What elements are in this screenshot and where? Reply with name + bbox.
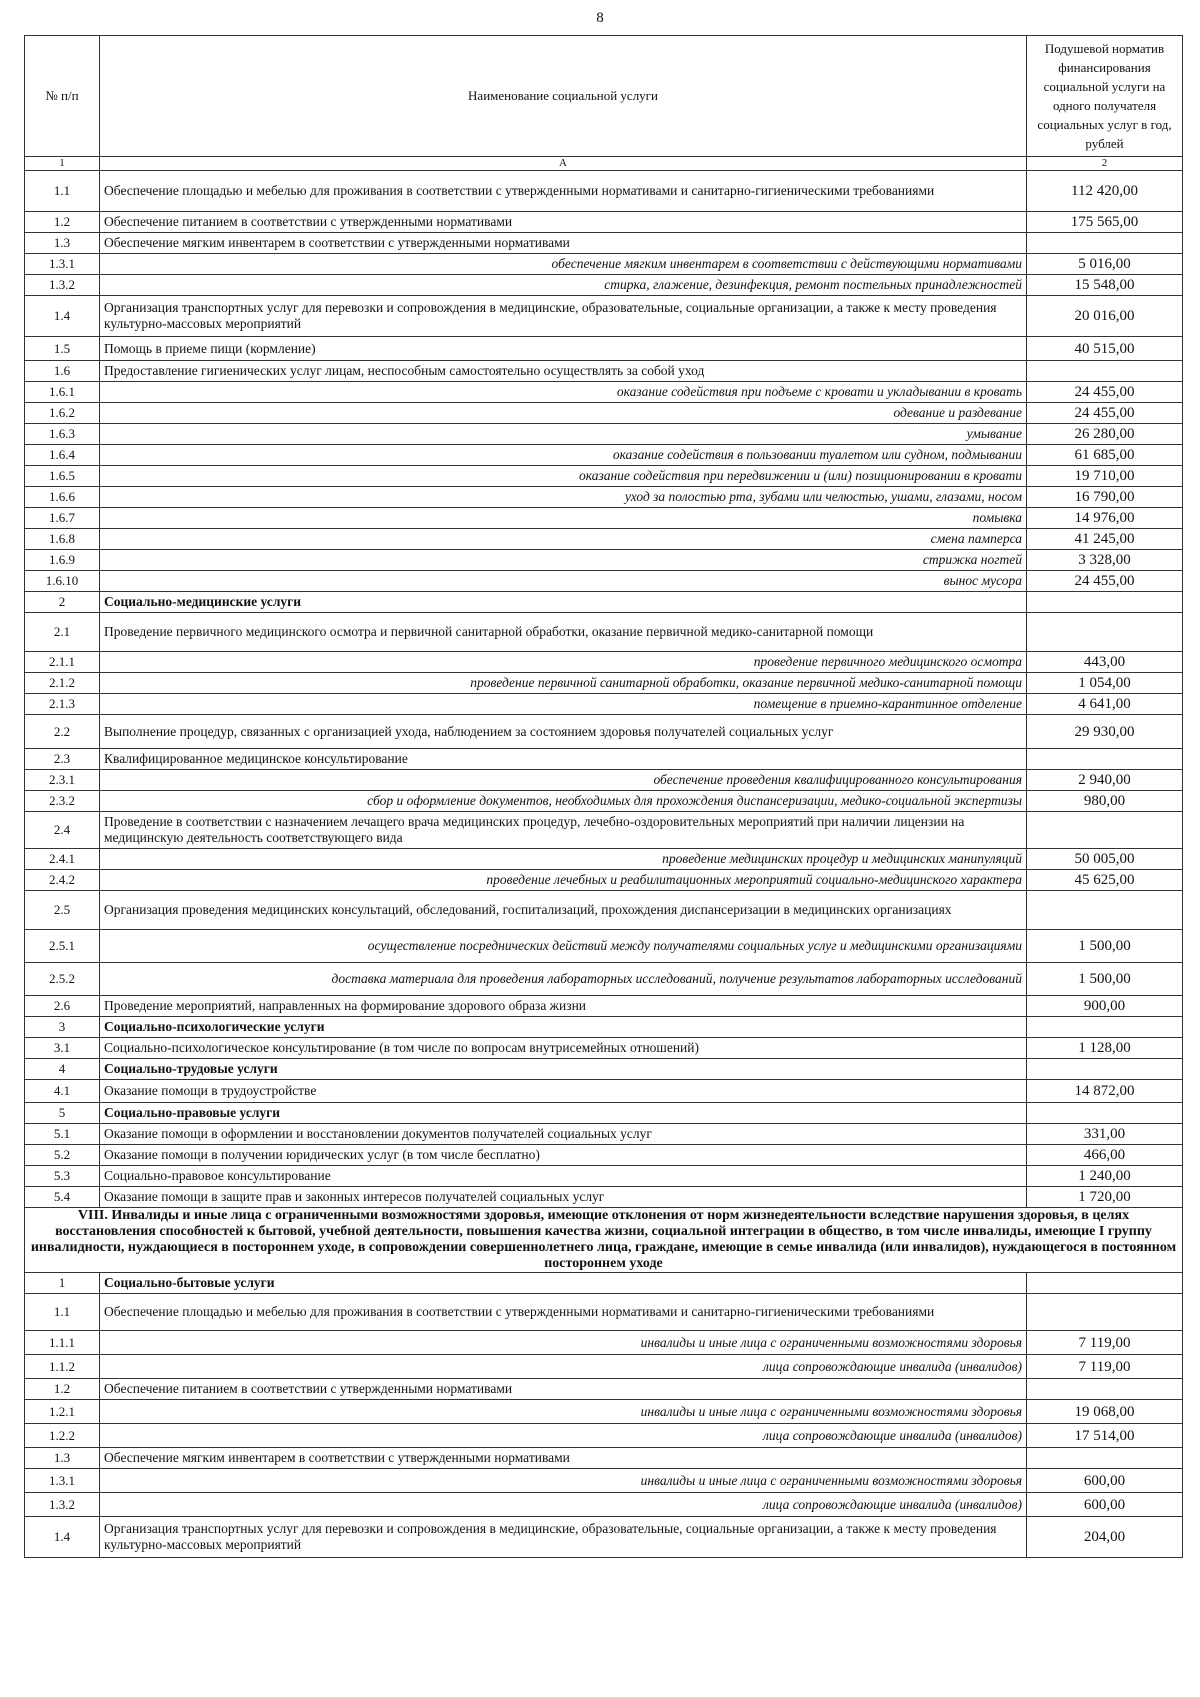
row-value — [1027, 592, 1183, 613]
row-service-name: проведение медицинских процедур и медицинских манипуляций — [100, 849, 1027, 870]
section-title: VIII. Инвалиды и иные лица с ограниченными возможностями здоровья, имеющие отклонения от норм жизнедеятельности вследствие нарушения здоровья, в целях восстановления способностей к бытовой, учебной деятельности, повышения качества жизни, социальной интеграции в общество, в том числе инвалиды, имеющие I группу инвалидности, нуждающиеся в постороннем уходе, в сопровождении совершеннолетнего лица, граждане, имеющие в семье инвалида (или инвалидов), нуждающегося в постоянном постороннем уходе — [25, 1208, 1183, 1273]
table-row — [25, 1187, 1183, 1208]
row-value: 112 420,00 — [1027, 171, 1183, 212]
row-number: 2.1 — [25, 613, 100, 652]
row-number: 5.2 — [25, 1145, 100, 1166]
table-row — [25, 275, 1183, 296]
row-service-name: Обеспечение мягким инвентарем в соответствии с утвержденными нормативами — [100, 1448, 1027, 1469]
row-number: 1.3.2 — [25, 1493, 100, 1517]
row-service-name: лица сопровождающие инвалида (инвалидов) — [100, 1493, 1027, 1517]
row-service-name: Обеспечение питанием в соответствии с утвержденными нормативами — [100, 212, 1027, 233]
row-service-name: уход за полостью рта, зубами или челюстью, ушами, глазами, носом — [100, 487, 1027, 508]
row-value: 41 245,00 — [1027, 529, 1183, 550]
table-row — [25, 870, 1183, 891]
row-number: 2.5 — [25, 891, 100, 930]
row-service-name: Оказание помощи в получении юридических услуг (в том числе бесплатно) — [100, 1145, 1027, 1166]
row-number: 1.6.7 — [25, 508, 100, 529]
row-number: 1.6.10 — [25, 571, 100, 592]
row-service-name: оказание содействия в пользовании туалетом или судном, подмывании — [100, 445, 1027, 466]
row-value: 14 976,00 — [1027, 508, 1183, 529]
table-row — [25, 1400, 1183, 1424]
row-value: 15 548,00 — [1027, 275, 1183, 296]
table-row — [25, 1145, 1183, 1166]
index-1: 1 — [25, 157, 100, 171]
table-row — [25, 1493, 1183, 1517]
row-value — [1027, 812, 1183, 849]
row-service-name: Социально-правовые услуги — [100, 1103, 1027, 1124]
row-service-name: Предоставление гигиенических услуг лицам, неспособным самостоятельно осуществлять за собой уход — [100, 361, 1027, 382]
table-row — [25, 1080, 1183, 1103]
row-service-name: Квалифицированное медицинское консультирование — [100, 749, 1027, 770]
row-number: 1.3 — [25, 1448, 100, 1469]
row-value: 14 872,00 — [1027, 1080, 1183, 1103]
row-service-name: проведение первичной санитарной обработки, оказание первичной медико-санитарной помощи — [100, 673, 1027, 694]
table-row — [25, 1517, 1183, 1558]
row-service-name: одевание и раздевание — [100, 403, 1027, 424]
row-service-name: Проведение в соответствии с назначением лечащего врача медицинских процедур, лечебно-оздоровительных мероприятий при наличии лицензии на медицинскую деятельность соответствующего вида — [100, 812, 1027, 849]
index-2: 2 — [1027, 157, 1183, 171]
row-service-name: смена памперса — [100, 529, 1027, 550]
row-number: 2.6 — [25, 996, 100, 1017]
row-value — [1027, 613, 1183, 652]
row-service-name: лица сопровождающие инвалида (инвалидов) — [100, 1355, 1027, 1379]
table-row — [25, 529, 1183, 550]
row-value: 16 790,00 — [1027, 487, 1183, 508]
table-row — [25, 382, 1183, 403]
row-number: 1.3.1 — [25, 1469, 100, 1493]
row-service-name: Обеспечение мягким инвентарем в соответствии с утвержденными нормативами — [100, 233, 1027, 254]
row-value: 40 515,00 — [1027, 337, 1183, 361]
table-row — [25, 1469, 1183, 1493]
row-value — [1027, 891, 1183, 930]
row-number: 1.2 — [25, 1379, 100, 1400]
row-number: 1.3 — [25, 233, 100, 254]
row-value: 204,00 — [1027, 1517, 1183, 1558]
row-service-name: Организация транспортных услуг для перевозки и сопровождения в медицинские, образовательные, социальные организации, а также к месту проведения культурно-массовых мероприятий — [100, 1517, 1027, 1558]
table-row — [25, 1273, 1183, 1294]
table-row — [25, 550, 1183, 571]
row-service-name: Помощь в приеме пищи (кормление) — [100, 337, 1027, 361]
row-value: 980,00 — [1027, 791, 1183, 812]
row-number: 5.3 — [25, 1166, 100, 1187]
row-value: 1 054,00 — [1027, 673, 1183, 694]
row-value: 50 005,00 — [1027, 849, 1183, 870]
row-number: 4.1 — [25, 1080, 100, 1103]
row-number: 2.5.1 — [25, 930, 100, 963]
table-row — [25, 1424, 1183, 1448]
row-number: 5 — [25, 1103, 100, 1124]
row-number: 2.1.3 — [25, 694, 100, 715]
table-row — [25, 466, 1183, 487]
table-row — [25, 791, 1183, 812]
row-value: 26 280,00 — [1027, 424, 1183, 445]
row-value: 24 455,00 — [1027, 403, 1183, 424]
row-number: 1.2 — [25, 212, 100, 233]
row-number: 1.6.8 — [25, 529, 100, 550]
row-value: 1 500,00 — [1027, 963, 1183, 996]
row-value: 24 455,00 — [1027, 382, 1183, 403]
row-number: 2 — [25, 592, 100, 613]
row-number: 2.1.2 — [25, 673, 100, 694]
row-number: 1.6.9 — [25, 550, 100, 571]
row-service-name: Социально-психологические услуги — [100, 1017, 1027, 1038]
row-number: 1.6 — [25, 361, 100, 382]
table-row — [25, 715, 1183, 749]
row-number: 2.5.2 — [25, 963, 100, 996]
row-service-name: Оказание помощи в трудоустройстве — [100, 1080, 1027, 1103]
row-number: 1.3.2 — [25, 275, 100, 296]
row-service-name: проведение лечебных и реабилитационных мероприятий социально-медицинского характера — [100, 870, 1027, 891]
row-value: 1 500,00 — [1027, 930, 1183, 963]
table-row — [25, 891, 1183, 930]
row-value: 3 328,00 — [1027, 550, 1183, 571]
row-value — [1027, 361, 1183, 382]
row-service-name: инвалиды и иные лица с ограниченными возможностями здоровья — [100, 1400, 1027, 1424]
section-row — [25, 1208, 1183, 1273]
row-number: 1.6.1 — [25, 382, 100, 403]
table-row — [25, 212, 1183, 233]
page-number: 8 — [596, 10, 604, 26]
table-row — [25, 571, 1183, 592]
table-row — [25, 337, 1183, 361]
table-row — [25, 445, 1183, 466]
row-number: 1.2.2 — [25, 1424, 100, 1448]
table-row — [25, 254, 1183, 275]
row-service-name: умывание — [100, 424, 1027, 445]
row-value: 600,00 — [1027, 1493, 1183, 1517]
row-number: 2.2 — [25, 715, 100, 749]
row-value: 61 685,00 — [1027, 445, 1183, 466]
table-row — [25, 424, 1183, 445]
row-value: 600,00 — [1027, 1469, 1183, 1493]
table-row — [25, 673, 1183, 694]
row-value — [1027, 1448, 1183, 1469]
table-row — [25, 1059, 1183, 1080]
row-service-name: инвалиды и иные лица с ограниченными возможностями здоровья — [100, 1469, 1027, 1493]
row-service-name: Проведение первичного медицинского осмотра и первичной санитарной обработки, оказание первичной медико-санитарной помощи — [100, 613, 1027, 652]
table-row — [25, 963, 1183, 996]
table-row — [25, 1379, 1183, 1400]
row-number: 5.1 — [25, 1124, 100, 1145]
row-value: 19 710,00 — [1027, 466, 1183, 487]
row-service-name: стрижка ногтей — [100, 550, 1027, 571]
row-number: 1 — [25, 1273, 100, 1294]
table-row — [25, 508, 1183, 529]
row-number: 1.1 — [25, 171, 100, 212]
row-value: 7 119,00 — [1027, 1331, 1183, 1355]
row-service-name: обеспечение мягким инвентарем в соответствии с действующими нормативами — [100, 254, 1027, 275]
row-number: 1.1.2 — [25, 1355, 100, 1379]
table-row — [25, 1103, 1183, 1124]
table-row — [25, 233, 1183, 254]
services-table — [24, 35, 1183, 1558]
table-row — [25, 1448, 1183, 1469]
row-value: 5 016,00 — [1027, 254, 1183, 275]
row-value: 443,00 — [1027, 652, 1183, 673]
row-value: 17 514,00 — [1027, 1424, 1183, 1448]
table-row — [25, 849, 1183, 870]
table-row — [25, 171, 1183, 212]
row-value: 175 565,00 — [1027, 212, 1183, 233]
table-row — [25, 1017, 1183, 1038]
row-value: 1 240,00 — [1027, 1166, 1183, 1187]
row-value: 45 625,00 — [1027, 870, 1183, 891]
row-number: 2.3.2 — [25, 791, 100, 812]
row-service-name: сбор и оформление документов, необходимых для прохождения диспансеризации, медико-социальной экспертизы — [100, 791, 1027, 812]
table-row — [25, 770, 1183, 791]
row-service-name: помывка — [100, 508, 1027, 529]
row-value — [1027, 1379, 1183, 1400]
table-row — [25, 1038, 1183, 1059]
row-number: 1.5 — [25, 337, 100, 361]
row-number: 1.6.3 — [25, 424, 100, 445]
row-value: 2 940,00 — [1027, 770, 1183, 791]
row-service-name: Выполнение процедур, связанных с организацией ухода, наблюдением за состоянием здоровья получателей социальных услуг — [100, 715, 1027, 749]
row-value: 1 720,00 — [1027, 1187, 1183, 1208]
row-number: 1.6.4 — [25, 445, 100, 466]
row-number: 2.4.1 — [25, 849, 100, 870]
row-value: 4 641,00 — [1027, 694, 1183, 715]
row-value: 19 068,00 — [1027, 1400, 1183, 1424]
row-value: 24 455,00 — [1027, 571, 1183, 592]
row-service-name: Социально-медицинские услуги — [100, 592, 1027, 613]
row-service-name: Социально-правовое консультирование — [100, 1166, 1027, 1187]
row-value: 20 016,00 — [1027, 296, 1183, 337]
table-row — [25, 1124, 1183, 1145]
table-row — [25, 930, 1183, 963]
row-value — [1027, 1273, 1183, 1294]
row-number: 3 — [25, 1017, 100, 1038]
table-row — [25, 1355, 1183, 1379]
row-service-name: Обеспечение площадью и мебелью для проживания в соответствии с утвержденными нормативами и санитарно-гигиеническими требованиями — [100, 171, 1027, 212]
row-number: 2.4 — [25, 812, 100, 849]
row-service-name: оказание содействия при подъеме с кровати и укладывании в кровать — [100, 382, 1027, 403]
row-service-name: обеспечение проведения квалифицированного консультирования — [100, 770, 1027, 791]
table-row — [25, 812, 1183, 849]
row-number: 1.6.2 — [25, 403, 100, 424]
row-number: 2.1.1 — [25, 652, 100, 673]
table-row — [25, 1166, 1183, 1187]
table-row — [25, 652, 1183, 673]
row-number: 1.3.1 — [25, 254, 100, 275]
row-service-name: лица сопровождающие инвалида (инвалидов) — [100, 1424, 1027, 1448]
table-row — [25, 613, 1183, 652]
row-service-name: инвалиды и иные лица с ограниченными возможностями здоровья — [100, 1331, 1027, 1355]
row-value — [1027, 1294, 1183, 1331]
row-value — [1027, 749, 1183, 770]
row-service-name: Обеспечение площадью и мебелью для проживания в соответствии с утвержденными нормативами и санитарно-гигиеническими требованиями — [100, 1294, 1027, 1331]
row-service-name: проведение первичного медицинского осмотра — [100, 652, 1027, 673]
row-number: 2.3.1 — [25, 770, 100, 791]
row-number: 4 — [25, 1059, 100, 1080]
table-header-row — [25, 36, 1183, 157]
table-row — [25, 1331, 1183, 1355]
row-service-name: Социально-бытовые услуги — [100, 1273, 1027, 1294]
table-row — [25, 1294, 1183, 1331]
table-row — [25, 749, 1183, 770]
table-row — [25, 487, 1183, 508]
row-number: 3.1 — [25, 1038, 100, 1059]
row-number: 1.1 — [25, 1294, 100, 1331]
row-value — [1027, 1017, 1183, 1038]
row-service-name: стирка, глажение, дезинфекция, ремонт постельных принадлежностей — [100, 275, 1027, 296]
row-number: 1.4 — [25, 1517, 100, 1558]
table-row — [25, 592, 1183, 613]
row-service-name: оказание содействия при передвижении и (или) позиционировании в кровати — [100, 466, 1027, 487]
services-table-body — [25, 36, 1183, 1558]
table-row — [25, 694, 1183, 715]
header-value: Подушевой норматив финансирования социальной услуги на одного получателя социальных услуг в год, рублей — [1027, 36, 1183, 157]
table-row — [25, 403, 1183, 424]
row-number: 1.4 — [25, 296, 100, 337]
row-service-name: Социально-трудовые услуги — [100, 1059, 1027, 1080]
row-value: 900,00 — [1027, 996, 1183, 1017]
row-number: 1.1.1 — [25, 1331, 100, 1355]
row-service-name: Обеспечение питанием в соответствии с утвержденными нормативами — [100, 1379, 1027, 1400]
row-service-name: Социально-психологическое консультирование (в том числе по вопросам внутрисемейных отношений) — [100, 1038, 1027, 1059]
row-value — [1027, 233, 1183, 254]
row-value: 466,00 — [1027, 1145, 1183, 1166]
row-service-name: вынос мусора — [100, 571, 1027, 592]
index-a: А — [100, 157, 1027, 171]
row-value: 331,00 — [1027, 1124, 1183, 1145]
table-row — [25, 361, 1183, 382]
table-row — [25, 296, 1183, 337]
table-row — [25, 996, 1183, 1017]
row-service-name: Оказание помощи в оформлении и восстановлении документов получателей социальных услуг — [100, 1124, 1027, 1145]
row-number: 1.6.5 — [25, 466, 100, 487]
row-number: 2.4.2 — [25, 870, 100, 891]
row-service-name: Оказание помощи в защите прав и законных интересов получателей социальных услуг — [100, 1187, 1027, 1208]
row-value: 29 930,00 — [1027, 715, 1183, 749]
row-number: 2.3 — [25, 749, 100, 770]
row-service-name: доставка материала для проведения лабораторных исследований, получение результатов лабораторных исследований — [100, 963, 1027, 996]
row-service-name: осуществление посреднических действий между получателями социальных услуг и медицинскими организациями — [100, 930, 1027, 963]
row-service-name: Организация транспортных услуг для перевозки и сопровождения в медицинские, образовательные, социальные организации, а также к месту проведения культурно-массовых мероприятий — [100, 296, 1027, 337]
row-value: 1 128,00 — [1027, 1038, 1183, 1059]
row-value: 7 119,00 — [1027, 1355, 1183, 1379]
header-name: Наименование социальной услуги — [100, 36, 1027, 157]
row-value — [1027, 1059, 1183, 1080]
row-number: 1.2.1 — [25, 1400, 100, 1424]
row-service-name: Проведение мероприятий, направленных на формирование здорового образа жизни — [100, 996, 1027, 1017]
table-index-row — [25, 157, 1183, 171]
row-number: 1.6.6 — [25, 487, 100, 508]
row-service-name: помещение в приемно-карантинное отделение — [100, 694, 1027, 715]
row-value — [1027, 1103, 1183, 1124]
header-num: № п/п — [25, 36, 100, 157]
row-service-name: Организация проведения медицинских консультаций, обследований, госпитализаций, прохождения диспансеризации в медицинских организациях — [100, 891, 1027, 930]
row-number: 5.4 — [25, 1187, 100, 1208]
